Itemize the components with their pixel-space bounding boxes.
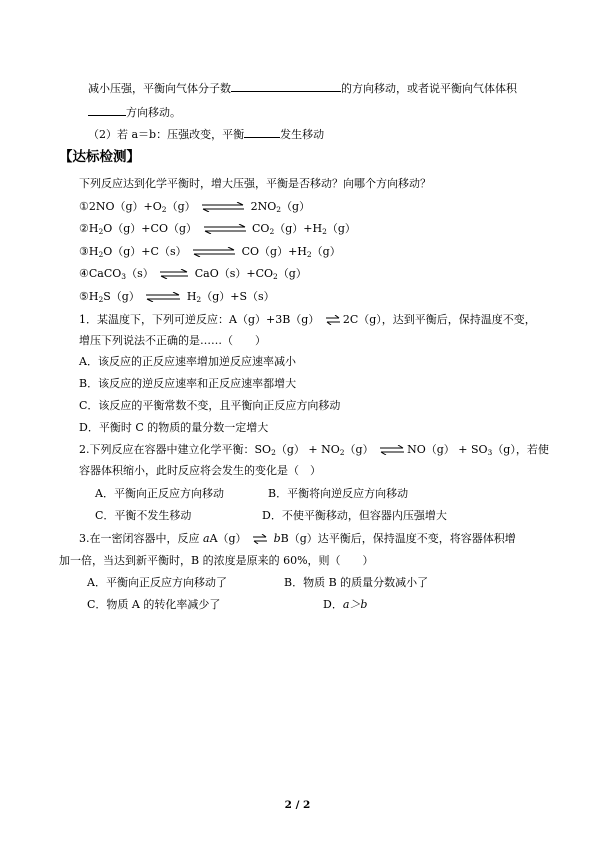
q3-stem-text: B（g）达平衡后，保持温度不变，将容器体积增 bbox=[280, 532, 516, 545]
q1-stem-line-2: 增压下列说法不正确的是……（ ） bbox=[79, 334, 266, 347]
equilibrium-arrow-icon bbox=[379, 445, 405, 455]
q1-stem-text: 1．某温度下，下列可逆反应：A（g）+3B（g） bbox=[79, 313, 320, 326]
subscript: 3 bbox=[121, 272, 127, 281]
reaction-number: ⑤ bbox=[79, 290, 89, 303]
subscript: 2 bbox=[98, 250, 104, 259]
reaction-number: ④ bbox=[79, 267, 89, 280]
reaction-5 bbox=[79, 290, 275, 304]
reactant-text: CaCO bbox=[88, 267, 122, 280]
q2-option-b: B．平衡将向逆反应方向移动 bbox=[268, 487, 409, 500]
product-text: CO bbox=[252, 222, 270, 235]
q3-option-d bbox=[323, 598, 367, 612]
subscript: 2 bbox=[322, 227, 327, 236]
subscript: 2 bbox=[276, 205, 282, 214]
product-text: （g）+S（s） bbox=[201, 290, 275, 303]
q2-option-d: D．不使平衡移动，但容器内压强增大 bbox=[262, 509, 447, 522]
reaction-number: ② bbox=[79, 222, 89, 235]
reactant-text: H bbox=[88, 245, 99, 258]
intro-line-2 bbox=[88, 104, 181, 120]
q3-stem-text: 3.在一密闭容器中，反应 bbox=[79, 532, 203, 545]
reaction-4 bbox=[79, 267, 307, 281]
product-text: H bbox=[186, 290, 197, 303]
reactant-text: （g） bbox=[166, 200, 196, 213]
intro-text-3b: 发生移动 bbox=[280, 128, 325, 141]
q3-option-d-label: D． bbox=[323, 598, 343, 611]
subscript: 3 bbox=[487, 448, 493, 457]
equilibrium-arrow-icon bbox=[192, 247, 236, 257]
coefficient-a: a bbox=[203, 532, 210, 545]
subscript: 2 bbox=[306, 250, 312, 259]
intro-text-2b: 方向移动。 bbox=[126, 106, 181, 119]
subscript: 2 bbox=[273, 272, 278, 281]
product-text: （g） bbox=[277, 267, 307, 280]
equilibrium-arrow-icon bbox=[159, 269, 189, 279]
q3-stem-text: A（g） bbox=[209, 532, 247, 545]
q1-stem-text: 2C（g），达到平衡后，保持温度不变， bbox=[342, 313, 536, 326]
reactant-text: H bbox=[88, 222, 99, 235]
reactant-text: O（g）+CO（g） bbox=[103, 222, 198, 235]
q2-stem-text: （g） bbox=[344, 443, 374, 456]
equilibrium-arrow-icon bbox=[145, 292, 181, 302]
equilibrium-arrow-icon bbox=[201, 202, 245, 212]
subscript: 2 bbox=[196, 295, 202, 304]
page-number: 2 / 2 bbox=[284, 799, 311, 811]
q3-option-b: B．物质 B 的质量分数减小了 bbox=[284, 576, 429, 589]
intro-text-3a: （2）若 a＝b：压强改变，平衡 bbox=[88, 128, 245, 141]
q3-stem-line-1 bbox=[79, 532, 516, 546]
q2-option-c: C．平衡不发生移动 bbox=[95, 509, 192, 522]
reactant-text: O（g）+C（s） bbox=[103, 245, 187, 258]
intro-line-3 bbox=[88, 126, 324, 142]
q3-option-d-text: a＞b bbox=[342, 598, 368, 611]
intro-text-1a: 减小压强，平衡向气体分子数 bbox=[88, 82, 231, 95]
product-text: （g） bbox=[281, 200, 311, 213]
reactant-text: S（g） bbox=[103, 290, 140, 303]
subscript: 2 bbox=[269, 227, 275, 236]
reactant-text: （s） bbox=[126, 267, 154, 280]
q3-option-c: C．物质 A 的转化率减少了 bbox=[87, 598, 221, 611]
fill-blank-3 bbox=[244, 126, 280, 138]
question-intro: 下列反应达到化学平衡时，增大压强，平衡是否移动？向哪个方向移动？ bbox=[79, 177, 431, 190]
equilibrium-arrow-icon bbox=[203, 224, 247, 234]
q3-option-a: A．平衡向正反应方向移动了 bbox=[87, 576, 227, 589]
reaction-1 bbox=[79, 200, 310, 214]
q2-stem-text: 2.下列反应在容器中建立化学平衡：SO bbox=[79, 443, 272, 456]
product-text: （g） bbox=[326, 222, 356, 235]
q2-option-a: A．平衡向正反应方向移动 bbox=[95, 487, 224, 500]
fill-blank-1 bbox=[231, 80, 341, 92]
product-text: （g） bbox=[311, 245, 341, 258]
equilibrium-arrow-icon bbox=[325, 315, 341, 325]
reaction-number: ③ bbox=[79, 245, 89, 258]
q1-option-a: A．该反应的正反应速率增加逆反应速率减小 bbox=[79, 355, 296, 368]
q1-option-c: C．该反应的平衡常数不变，且平衡向正反应方向移动 bbox=[79, 399, 341, 412]
q1-option-d: D．平衡时 C 的物质的量分数一定增大 bbox=[79, 421, 269, 434]
q2-stem-line-1 bbox=[79, 443, 549, 457]
q1-stem-line-1 bbox=[79, 313, 536, 327]
q2-stem-line-2: 容器体积缩小，此时反应将会发生的变化是（ ） bbox=[79, 464, 321, 477]
product-text: （g）+H bbox=[274, 222, 323, 235]
q2-stem-text: （g） + NO bbox=[275, 443, 340, 456]
q1-option-b: B．该反应的逆反应速率和正反应速率都增大 bbox=[79, 377, 297, 390]
intro-line-1 bbox=[88, 80, 517, 96]
reaction-number: ① bbox=[79, 200, 89, 213]
product-text: 2NO bbox=[250, 200, 277, 213]
reaction-3 bbox=[79, 245, 341, 259]
q2-stem-text: （g），若使 bbox=[492, 443, 549, 456]
subscript: 2 bbox=[339, 448, 345, 457]
subscript: 2 bbox=[271, 448, 276, 457]
subscript: 2 bbox=[98, 227, 104, 236]
subscript: 2 bbox=[161, 205, 167, 214]
reactant-text: 2NO（g）+O bbox=[88, 200, 162, 213]
q2-stem-text: NO（g） + SO bbox=[407, 443, 488, 456]
coefficient-b: b bbox=[273, 532, 281, 545]
reaction-2 bbox=[79, 222, 356, 236]
section-heading: 【达标检测】 bbox=[59, 149, 140, 165]
product-text: CaO（s）+CO bbox=[194, 267, 274, 280]
equilibrium-arrow-icon bbox=[252, 534, 268, 544]
reactant-text: H bbox=[88, 290, 99, 303]
q3-stem-line-2: 加一倍，当达到新平衡时，B 的浓度是原来的 60%，则（ ） bbox=[59, 554, 374, 567]
intro-text-1b: 的方向移动，或者说平衡向气体体积 bbox=[341, 82, 517, 95]
fill-blank-2 bbox=[88, 104, 126, 116]
product-text: CO（g）+H bbox=[241, 245, 307, 258]
subscript: 2 bbox=[98, 295, 104, 304]
